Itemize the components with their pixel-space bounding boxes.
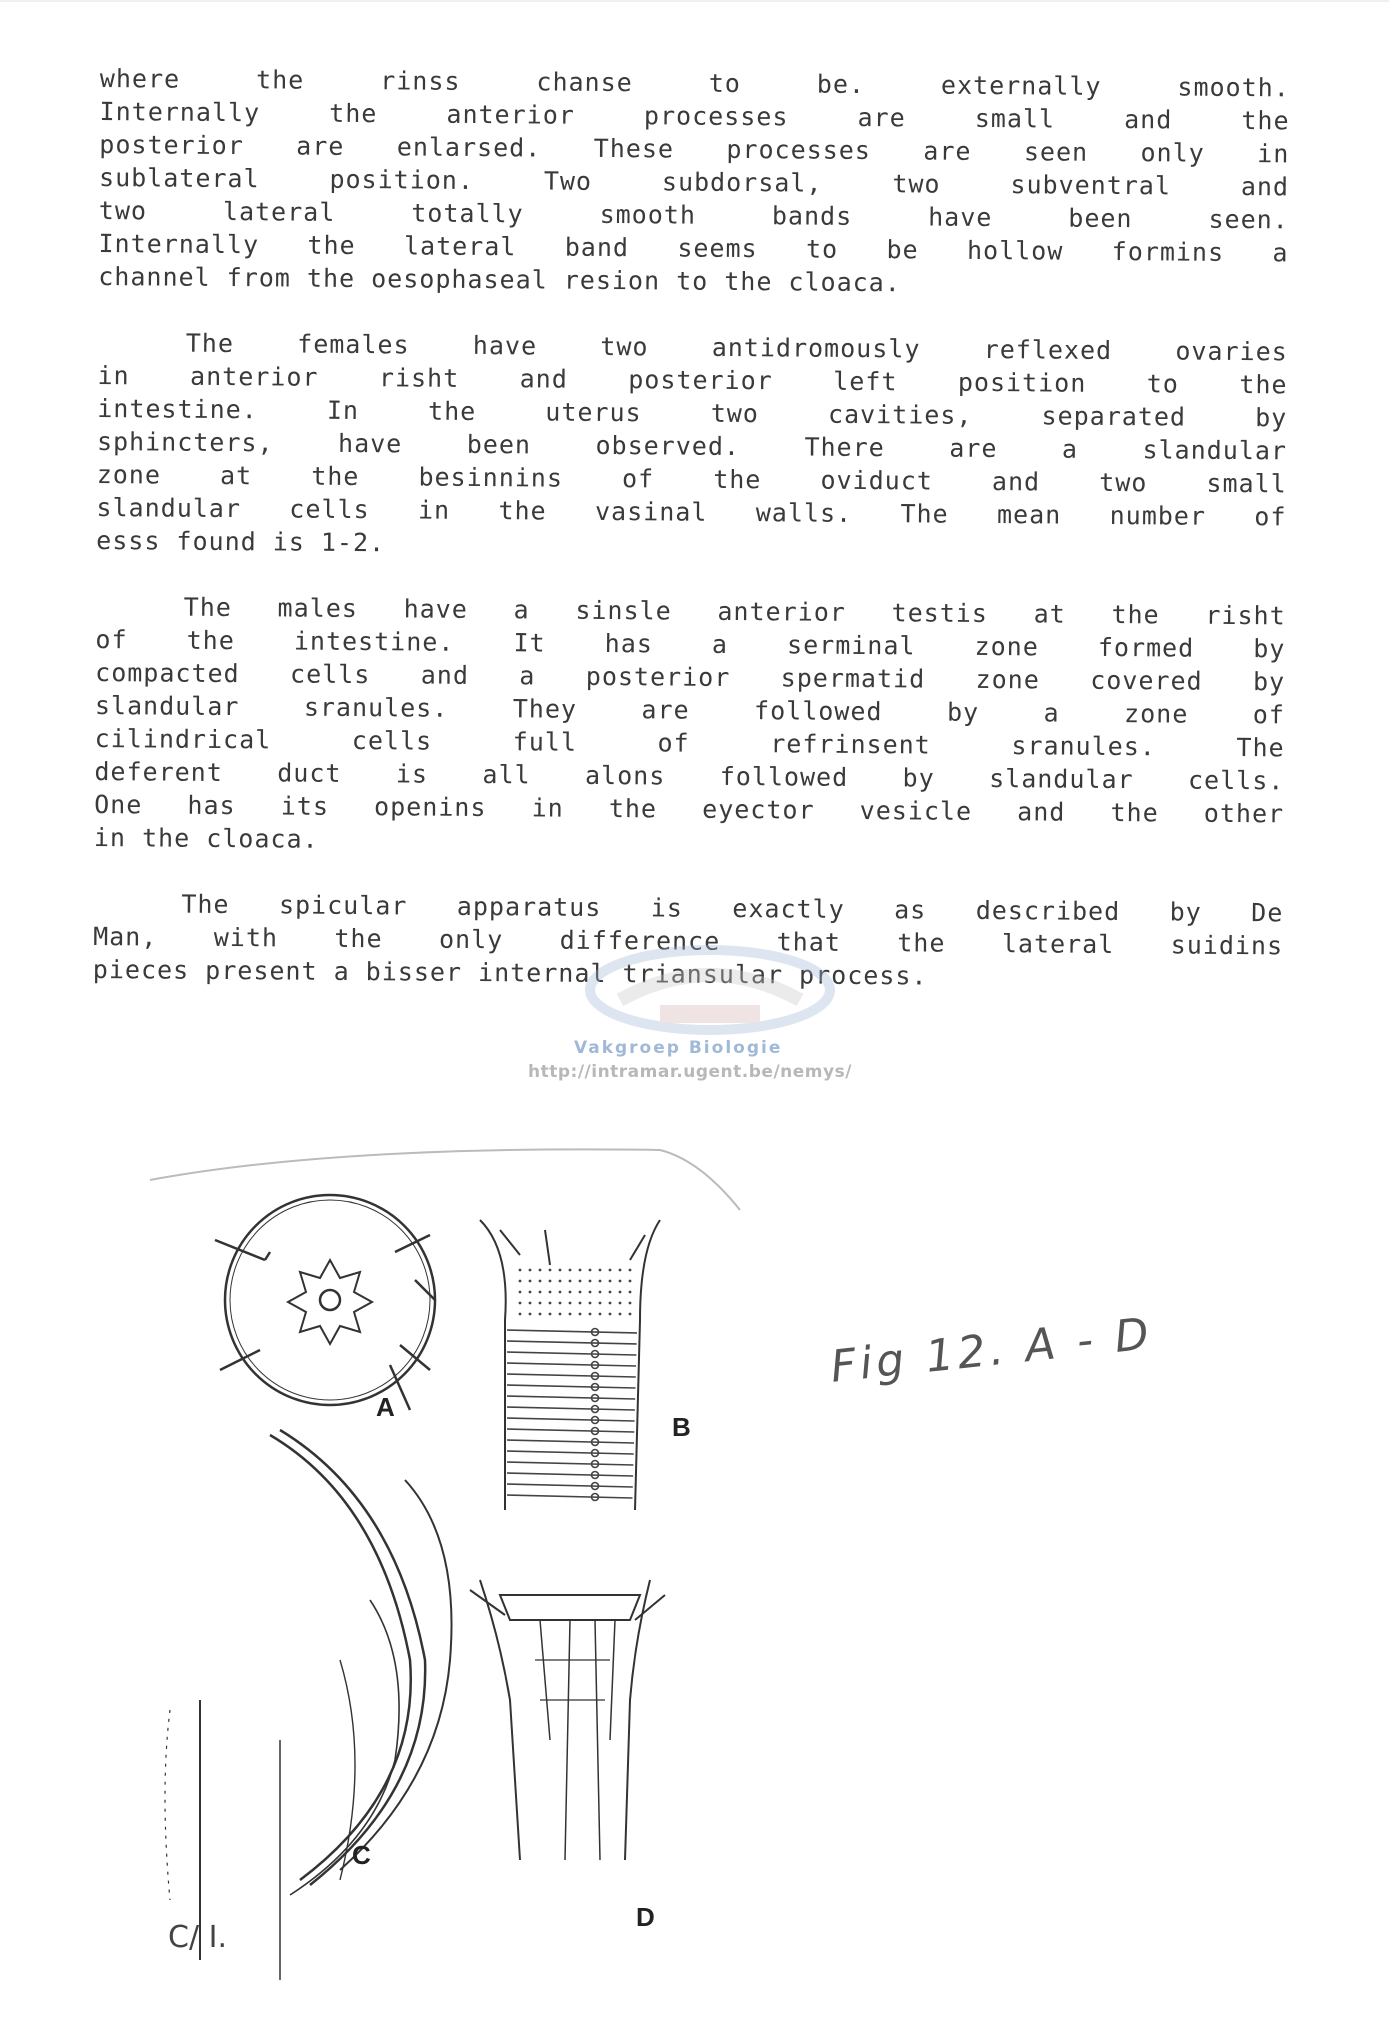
watermark-group-label: Vakgroep Biologie [574, 1038, 783, 1058]
cuticle-dot [599, 1280, 602, 1283]
text-line: The males have a sinsle anterior testis at the risht [183, 592, 1286, 631]
text-line: intestine. In the uterus two cavities, separated by [97, 393, 1288, 433]
text-line: where the rinss chanse to be. externally smooth. [99, 63, 1290, 103]
cuticle-dot [559, 1291, 562, 1294]
panel-label-c: C [352, 1840, 371, 1870]
paragraph [98, 62, 1290, 302]
cuticle-dot [629, 1302, 632, 1305]
margin-note: C/ I. [168, 1920, 227, 1955]
text-line: cilindrical cells full of refrinsent sranules. The [94, 723, 1285, 763]
body-ring [507, 1495, 633, 1498]
text-line: sublateral position. Two subdorsal, two subventral and [98, 162, 1290, 202]
paragraph [93, 887, 1284, 995]
cuticle-dot [519, 1291, 522, 1294]
body-ring [507, 1396, 635, 1399]
cuticle-dot [569, 1313, 572, 1316]
cuticle-dot [599, 1291, 602, 1294]
body-ring [507, 1462, 633, 1465]
text-line: channel from the oesophaseal resion to the cloaca. [98, 261, 901, 298]
cuticle-dot [519, 1269, 522, 1272]
panel-label-b: B [672, 1412, 691, 1442]
panel-label-d: D [636, 1902, 655, 1932]
cuticle-dot [569, 1269, 572, 1272]
text-line: Internally the anterior processes are small and the [99, 96, 1290, 136]
text-line: posterior are enlarsed. These processes are seen only in [99, 129, 1290, 169]
figure-plate [140, 1140, 1240, 1980]
text-line: esss found is 1-2. [96, 525, 386, 558]
cuticle-dot [539, 1280, 542, 1283]
cuticle-dot [609, 1302, 612, 1305]
cuticle-dot [609, 1280, 612, 1283]
body-ring [507, 1374, 636, 1377]
cuticle-dot [589, 1269, 592, 1272]
cuticle-dot [539, 1269, 542, 1272]
watermark-url: http://intramar.ugent.be/nemys/ [528, 1062, 852, 1082]
cuticle-dot [539, 1302, 542, 1305]
cuticle-dot [529, 1280, 532, 1283]
cuticle-dot [559, 1313, 562, 1316]
cuticle-dot [559, 1280, 562, 1283]
cuticle-dot [619, 1313, 622, 1316]
cuticle-dot [629, 1280, 632, 1283]
cuticle-dot [549, 1302, 552, 1305]
body-ring [507, 1407, 635, 1410]
body-ring [507, 1429, 634, 1432]
text-line: The females have two antidromously reflexed ovaries [185, 328, 1288, 367]
panel-label-a: A [376, 1392, 395, 1422]
text-line: in anterior risht and posterior left position to the [97, 360, 1288, 400]
cuticle-dot [589, 1302, 592, 1305]
cuticle-dot [629, 1291, 632, 1294]
body-ring [507, 1418, 635, 1421]
cuticle-dot [549, 1291, 552, 1294]
text-line: The spicular apparatus is exactly as described by De [181, 889, 1284, 928]
text-line: sphincters, have been observed. There are a slandular [96, 426, 1288, 466]
body-ring [507, 1484, 633, 1487]
cuticle-dot [549, 1313, 552, 1316]
panel-a-drawing [215, 1195, 435, 1410]
body-ring [507, 1330, 637, 1333]
cuticle-dot [619, 1302, 622, 1305]
panel-c-drawing [165, 1430, 452, 1980]
cuticle-dot [549, 1269, 552, 1272]
cuticle-dot [589, 1291, 592, 1294]
text-line: slandular cells in the vasinal walls. The mean number of [96, 492, 1287, 532]
cuticle-dot [589, 1280, 592, 1283]
text-line: zone at the besinnins of the oviduct and two small [96, 459, 1287, 499]
text-line: compacted cells and a posterior spermatid zone covered by [95, 657, 1286, 697]
cuticle-dot [579, 1280, 582, 1283]
paragraph [94, 590, 1286, 863]
paragraph [96, 326, 1288, 566]
body-ring [507, 1352, 636, 1355]
cuticle-dot [609, 1291, 612, 1294]
cuticle-dot [569, 1280, 572, 1283]
figure-caption: Fig 12. A - D [828, 1308, 1156, 1393]
figure-drawing [140, 1140, 1240, 1980]
text-line: deferent duct is all alons followed by slandular cells. [94, 756, 1285, 796]
body-ring [507, 1451, 634, 1454]
body-text [92, 62, 1289, 1028]
cuticle-dot [569, 1291, 572, 1294]
body-ring [507, 1440, 634, 1443]
text-line: Man, with the only difference that the lateral suidins [93, 921, 1284, 961]
text-line: Internally the lateral band seems to be hollow formins a [98, 228, 1289, 268]
cuticle-dot [579, 1302, 582, 1305]
cuticle-dot [579, 1291, 582, 1294]
cuticle-dot [559, 1302, 562, 1305]
cuticle-dot [519, 1280, 522, 1283]
cuticle-dot [599, 1302, 602, 1305]
cuticle-dot [619, 1269, 622, 1272]
text-line: two lateral totally smooth bands have been seen. [98, 195, 1289, 235]
cuticle-dot [589, 1313, 592, 1316]
cuticle-dot [569, 1302, 572, 1305]
cuticle-dot [529, 1269, 532, 1272]
cuticle-dot [629, 1313, 632, 1316]
cuticle-dot [539, 1291, 542, 1294]
panel-d-drawing [470, 1580, 665, 1860]
cuticle-dot [559, 1269, 562, 1272]
text-line: of the intestine. It has a serminal zone formed by [95, 624, 1286, 664]
text-line: slandular sranules. They are followed by a zone of [94, 690, 1286, 730]
body-ring [507, 1473, 633, 1476]
cuticle-dot [529, 1291, 532, 1294]
text-line: pieces present a bisser internal triansular process. [92, 954, 928, 991]
cuticle-dot [519, 1313, 522, 1316]
cuticle-dot [599, 1313, 602, 1316]
body-ring [507, 1363, 636, 1366]
body-ring [507, 1385, 636, 1388]
body-ring [507, 1341, 637, 1344]
cuticle-dot [539, 1313, 542, 1316]
cuticle-dot [549, 1280, 552, 1283]
text-line: in the cloaca. [93, 822, 319, 854]
cuticle-dot [579, 1269, 582, 1272]
cuticle-dot [599, 1269, 602, 1272]
cuticle-dot [629, 1269, 632, 1272]
cuticle-dot [619, 1280, 622, 1283]
cuticle-dot [529, 1302, 532, 1305]
cuticle-dot [609, 1269, 612, 1272]
panel-b-rings [507, 1269, 637, 1501]
cuticle-dot [519, 1302, 522, 1305]
cuticle-dot [609, 1313, 612, 1316]
cuticle-dot [579, 1313, 582, 1316]
cuticle-dot [619, 1291, 622, 1294]
text-line: One has its openins in the eyector vesicle and the other [94, 789, 1285, 829]
cuticle-dot [529, 1313, 532, 1316]
